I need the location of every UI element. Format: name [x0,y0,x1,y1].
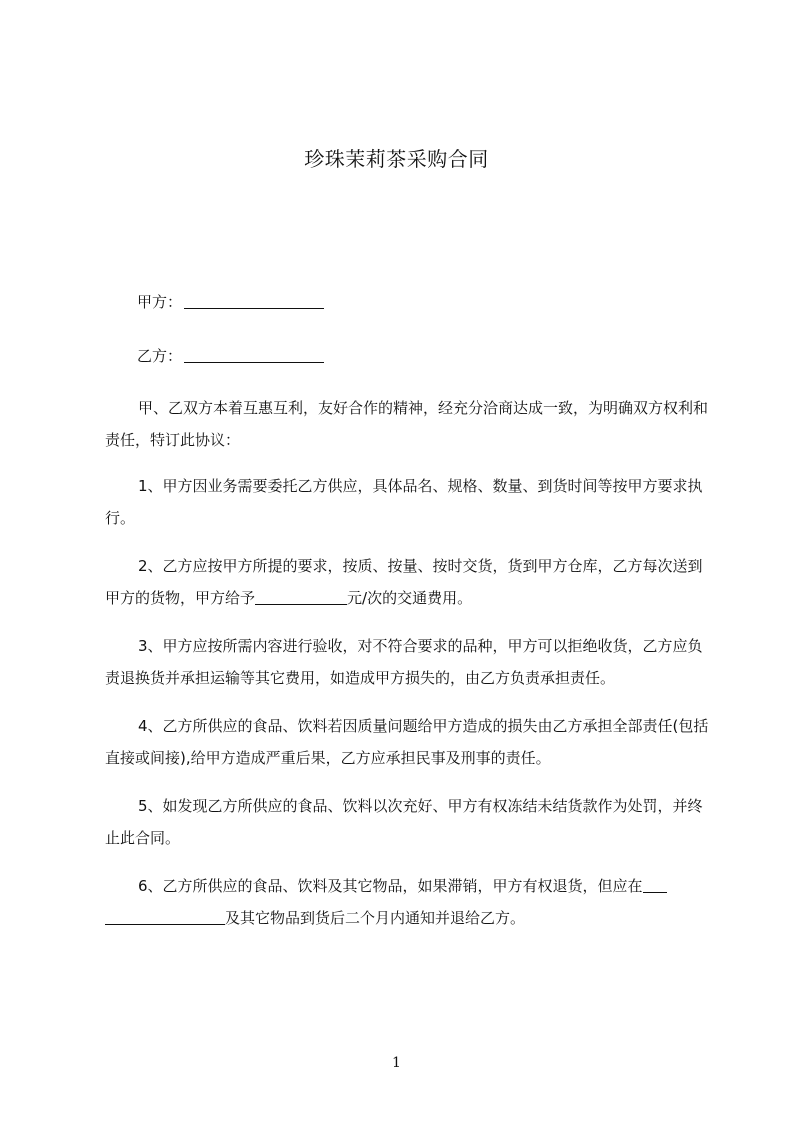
party-a-label: 甲方： [137,293,183,311]
party-a-line [137,292,324,312]
clause-1: 1、甲方因业务需要委托乙方供应，具体品名、规格、数量、到货时间等按甲方要求执行。 [105,477,703,527]
party-b-label: 乙方： [137,347,183,365]
party-b-blank [184,348,324,363]
clause-3: 3、甲方应按所需内容进行验收，对不符合要求的品种，甲方可以拒绝收货，乙方应负责退换货并承担运输等其它费用，如造成甲方损失的，由乙方负责承担责任。 [105,637,703,687]
party-b-line [137,346,324,366]
clause-6-text-b: 及其它物品到货后二个月内通知并退给乙方。 [225,909,526,927]
party-a-blank [184,294,324,309]
clause-2 [105,550,715,614]
intro-paragraph: 甲、乙双方本着互惠互利，友好合作的精神，经充分洽商达成一致，为明确双方权利和责任，特订此协议： [105,399,709,449]
clause-6-blank-a [643,878,667,893]
page-number: 1 [392,1055,401,1071]
clause-2-text-b: 元/次的交通费用。 [347,589,473,607]
clause-6-blank-b [105,910,225,925]
clause-2-text-a: 2、乙方应按甲方所提的要求，按质、按量、按时交货，货到甲方仓库，乙方每次送到甲方的货物，甲方给予 [105,557,703,607]
clause-5: 5、如发现乙方所供应的食品、饮料以次充好、甲方有权冻结未结货款作为处罚，并终止此合同。 [105,797,703,847]
clause-6-text-a: 6、乙方所供应的食品、饮料及其它物品，如果滞销，甲方有权退货，但应在 [138,877,643,895]
clause-6 [105,870,715,934]
clause-2-blank [255,590,347,605]
document-title: 珍珠茉莉茶采购合同 [304,147,489,171]
clause-4: 4、乙方所供应的食品、饮料若因质量问题给甲方造成的损失由乙方承担全部责任(包括直接或间接),给甲方造成严重后果，乙方应承担民事及刑事的责任。 [105,717,709,767]
